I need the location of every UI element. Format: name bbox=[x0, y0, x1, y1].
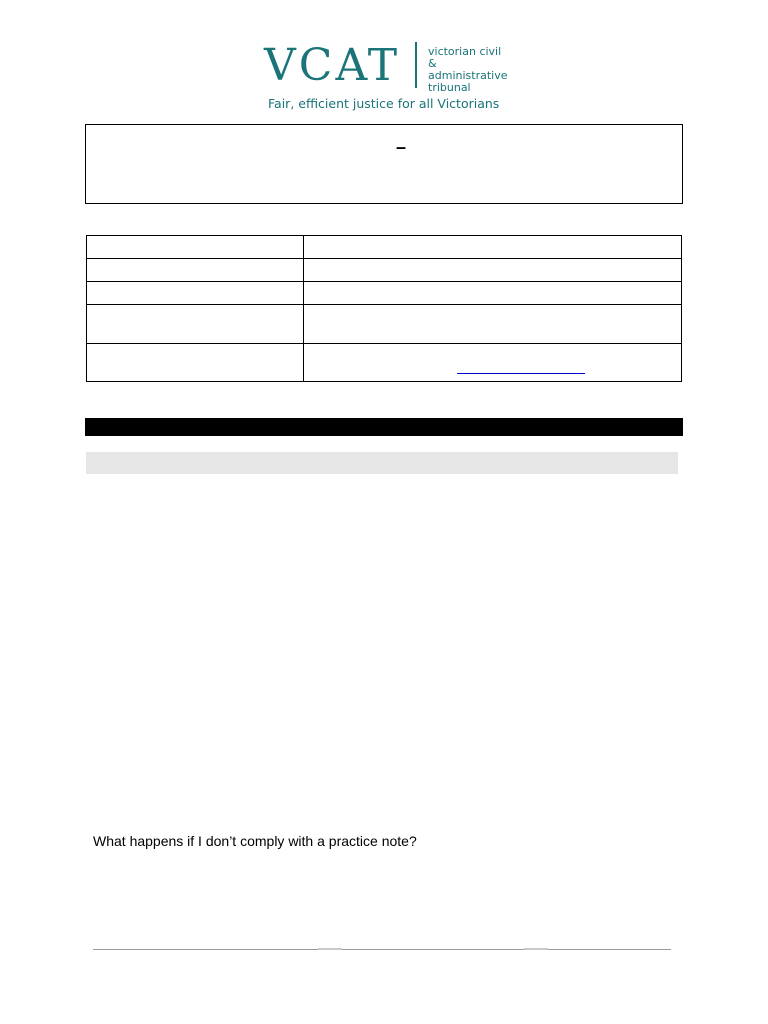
logo-subtitle-line: tribunal bbox=[428, 81, 471, 94]
faq-question: What happens if I don’t comply with a practice note? bbox=[93, 833, 417, 849]
hyperlink-underline[interactable] bbox=[457, 373, 585, 374]
table-label-cell bbox=[87, 236, 304, 259]
logo-subtitle bbox=[428, 46, 512, 94]
logo-tagline: Fair, efficient justice for all Victorians bbox=[268, 96, 500, 111]
table-label-cell bbox=[87, 282, 304, 305]
footer-marker bbox=[524, 948, 548, 950]
logo-wordmark: VCAT bbox=[264, 40, 401, 91]
table-row bbox=[87, 259, 682, 282]
table-value-cell bbox=[304, 344, 682, 382]
footer-divider bbox=[93, 949, 671, 950]
table-value-cell bbox=[304, 282, 682, 305]
table-value-cell bbox=[304, 236, 682, 259]
vcat-logo bbox=[262, 38, 512, 118]
table-label-cell bbox=[87, 259, 304, 282]
logo-divider bbox=[415, 42, 417, 88]
table-label-cell bbox=[87, 305, 304, 344]
table-value-cell bbox=[304, 259, 682, 282]
table-row bbox=[87, 305, 682, 344]
table-value-cell bbox=[304, 305, 682, 344]
title-dash: – bbox=[396, 137, 407, 157]
logo-subtitle-line: administrative bbox=[428, 69, 508, 82]
document-title-box bbox=[85, 124, 683, 204]
logo-subtitle-line: victorian civil & bbox=[428, 45, 502, 70]
footer-marker bbox=[318, 948, 342, 950]
table-label-cell bbox=[87, 344, 304, 382]
table-row bbox=[87, 282, 682, 305]
table-row bbox=[87, 236, 682, 259]
section-subheader-bar bbox=[86, 452, 678, 474]
table-row bbox=[87, 344, 682, 382]
section-header-bar bbox=[85, 418, 683, 436]
document-info-table bbox=[86, 235, 682, 382]
